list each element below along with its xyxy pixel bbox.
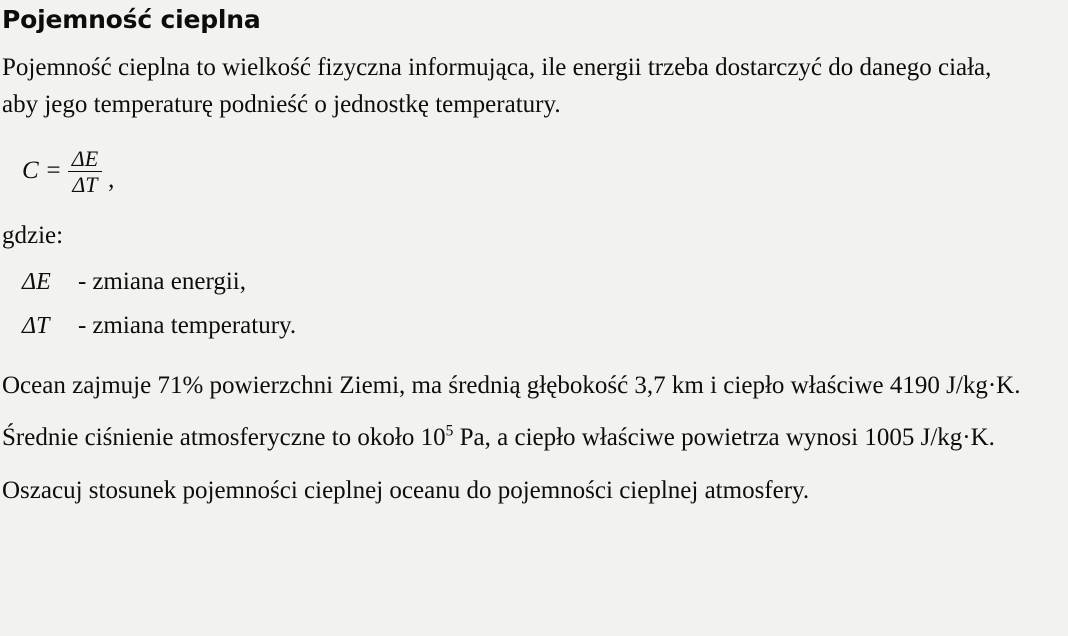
task-line-1: Ocean zajmuje 71% powierzchni Ziemi, ma średnią głębokość 3,7 km i ciepło właściwe 4190 J/kg·K. — [2, 371, 1021, 399]
task-line-3: Oszacuj stosunek pojemności cieplnej oceanu do pojemności cieplnej atmosfery. — [2, 476, 810, 504]
task-line-2-exponent: 5 — [445, 422, 454, 440]
definition-dash: - — [78, 311, 87, 339]
task-line-2-before: Średnie ciśnienie atmosferyczne to około 10 — [2, 424, 446, 452]
definition-item — [22, 312, 1068, 340]
definition-text: zmiana temperatury. — [92, 311, 297, 339]
formula-denominator: ΔT — [68, 171, 101, 196]
definition-item — [22, 268, 1068, 296]
formula-lhs: C = — [22, 157, 62, 185]
definition-symbol: ΔT — [22, 312, 50, 339]
intro-line-1: Pojemność cieplna to wielkość fizyczna informująca, ile energii trzeba dostarczyć do danego ciała, — [2, 53, 992, 81]
where-label: gdzie: — [2, 221, 64, 249]
task-text — [0, 368, 1068, 509]
definition-symbol: ΔE — [22, 268, 51, 295]
formula-fraction — [68, 147, 102, 196]
formula-numerator: ΔE — [71, 145, 99, 171]
document-page — [0, 6, 1068, 636]
definition-text: zmiana energii, — [92, 267, 246, 295]
heat-capacity-formula — [22, 147, 1068, 196]
symbol-definition-list — [22, 268, 1068, 340]
page-title: Pojemność cieplna — [2, 5, 261, 34]
formula-comma: , — [108, 165, 115, 193]
definition-dash: - — [78, 267, 87, 295]
intro-line-2: aby jego temperaturę podnieść o jednostkę temperatury. — [2, 91, 561, 118]
task-line-2 — [2, 420, 1068, 456]
task-line-2-after: Pa, a ciepło właściwe powietrza wynosi 1005 J/kg·K. — [453, 424, 995, 452]
